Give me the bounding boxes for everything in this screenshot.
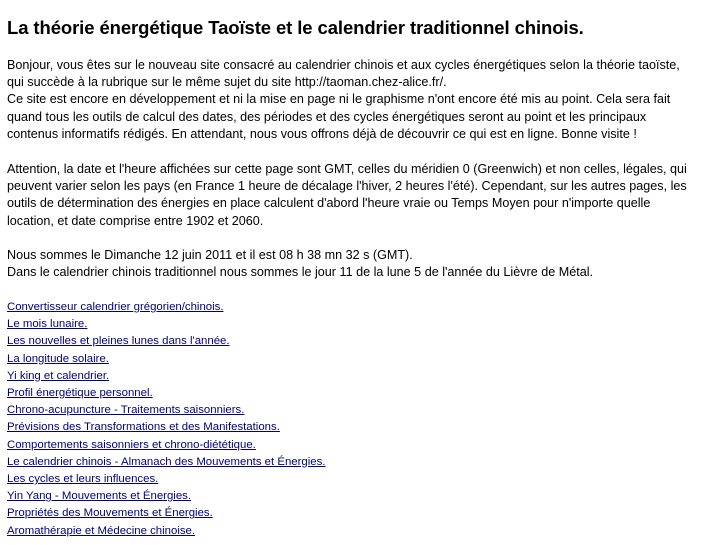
link-comportements-saisonniers[interactable]: Comportements saisonniers et chrono-diététique. [7,438,256,451]
list-item [7,385,325,402]
link-nouvelles-pleines-lunes[interactable]: Les nouvelles et pleines lunes dans l'année. [7,335,230,348]
attention-line: outils de détermination des énergies en place calculent d'abord l'heure vraie ou Temps Moyen pour n'importe quelle [7,196,651,211]
list-item [7,471,325,488]
intro-line: contenus informatifs rédigés. En attendant, nous vous offrons déjà de découvrir ce qui est en ligne. Bonne visite ! [7,126,637,141]
list-item [7,523,325,540]
attention-paragraph [7,161,722,230]
navigation-links [7,299,325,540]
link-aromatherapie[interactable]: Aromathérapie et Médecine chinoise. [7,524,196,537]
chinese-date-line: Dans le calendrier chinois traditionnel nous sommes le jour 11 de la lune 5 de l'année du Lièvre de Métal. [7,265,594,280]
list-item [7,437,325,454]
intro-line: Ce site est encore en développement et ni la mise en page ni le graphisme n'ont encore été mis au point. Cela sera fait [7,92,671,107]
list-item [7,368,325,385]
attention-line: peuvent varier selon les pays (en France 1 heure de décalage l'hiver, 2 heures l'été). Cependant, sur les autres pages, les [7,179,687,194]
link-profil-energetique[interactable]: Profil énergétique personnel. [7,387,153,400]
page-title: La théorie énergétique Taoïste et le calendrier traditionnel chinois. [7,17,584,38]
intro-paragraph [7,57,722,143]
link-previsions[interactable]: Prévisions des Transformations et des Manifestations. [7,421,280,434]
gmt-date-line: Nous sommes le Dimanche 12 juin 2011 et il est 08 h 38 mn 32 s (GMT). [7,248,413,262]
list-item [7,333,325,350]
link-convertisseur[interactable]: Convertisseur calendrier grégorien/chinois. [7,301,224,313]
attention-line: Attention, la date et l'heure affichées sur cette page sont GMT, celles du méridien 0 (Greenwich) et non celles, légales, qui [7,162,687,176]
link-chrono-acupuncture[interactable]: Chrono-acupuncture - Traitements saisonniers. [7,404,245,417]
link-almanach[interactable]: Le calendrier chinois - Almanach des Mouvements et Énergies. [7,455,326,468]
list-item [7,505,325,522]
link-longitude-solaire[interactable]: La longitude solaire. [7,352,109,365]
intro-line: qui succède à la rubrique sur le même sujet du site http://taoman.chez-alice.fr/. [7,75,447,90]
list-item [7,454,325,471]
list-item [7,316,325,333]
list-item [7,299,325,316]
link-mois-lunaire[interactable]: Le mois lunaire. [7,318,88,331]
link-yin-yang[interactable]: Yin Yang - Mouvements et Énergies. [7,490,192,503]
list-item [7,351,325,368]
intro-line: Bonjour, vous êtes sur le nouveau site consacré au calendrier chinois et aux cycles énergétiques selon la théorie taoïste, [7,58,680,72]
link-proprietes[interactable]: Propriétés des Mouvements et Énergies. [7,507,213,520]
attention-line: location, et date comprise entre 1902 et 2060. [7,213,264,228]
list-item [7,488,325,505]
link-yi-king[interactable]: Yi king et calendrier. [7,369,110,382]
list-item [7,419,325,436]
link-cycles-influences[interactable]: Les cycles et leurs influences. [7,473,159,486]
list-item [7,402,325,419]
current-date-paragraph [7,247,722,281]
intro-line: quand tous les outils de calcul des dates, des périodes et des cycles énergétiques seront au point et les principaux [7,109,647,124]
